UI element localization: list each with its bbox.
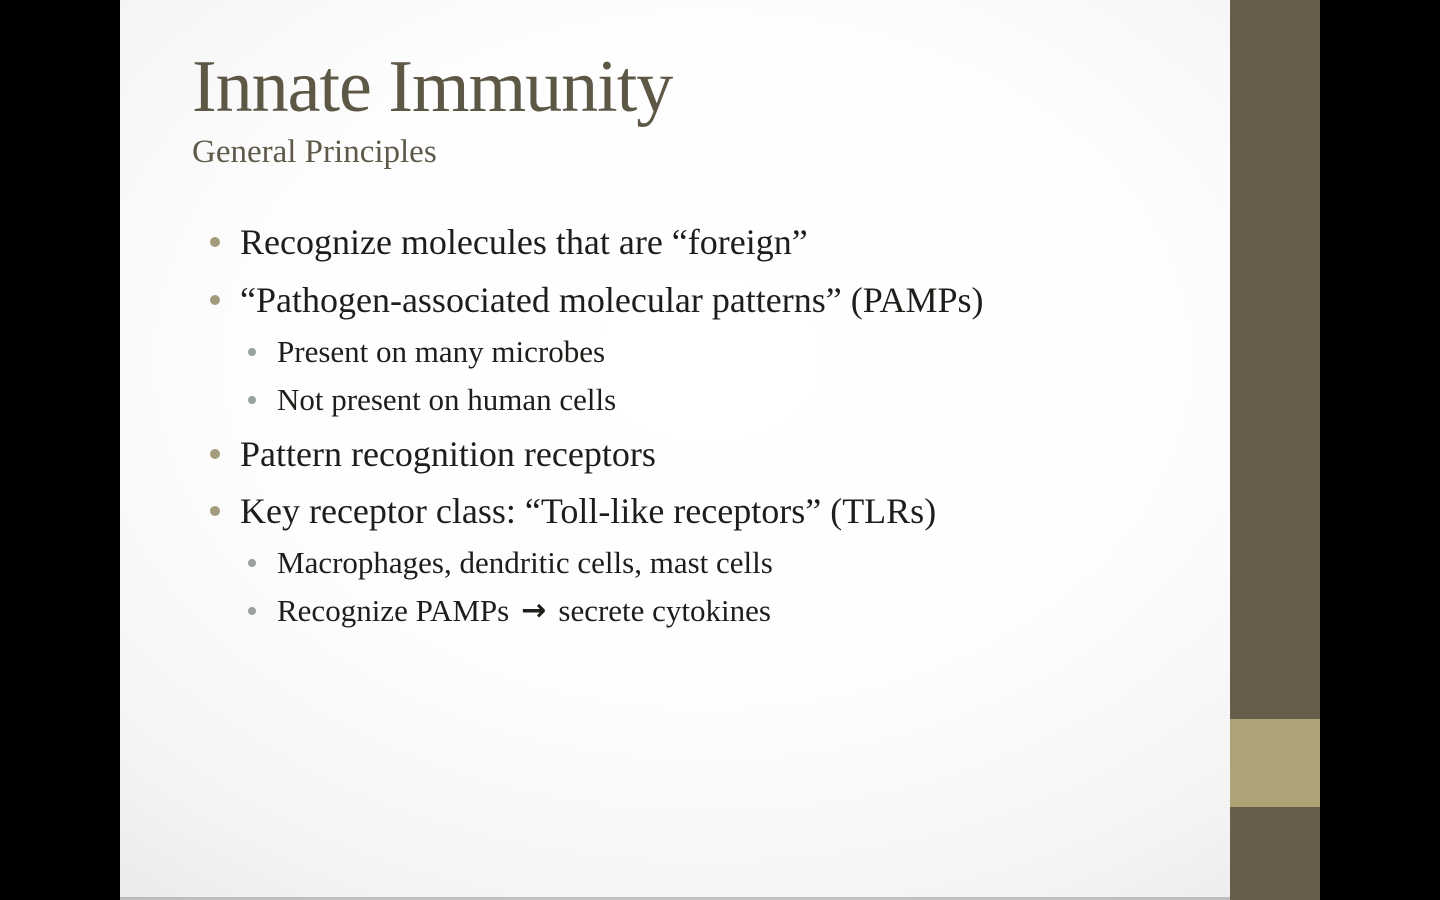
sub-bullet-item [244, 593, 771, 629]
sub-bullet-item [244, 545, 773, 581]
bullet-text: “Pathogen-associated molecular patterns” (PAMPs) [240, 280, 984, 320]
sub-bullet-item [244, 382, 616, 418]
bullet-text: Macrophages, dendritic cells, mast cells [277, 545, 773, 580]
bullet-item [204, 491, 936, 531]
bullet-icon [248, 396, 256, 404]
right-arrow-icon: → [521, 593, 547, 628]
letterbox-left [0, 0, 120, 900]
bullet-text: secrete cytokines [558, 593, 771, 628]
bullet-text: Not present on human cells [277, 382, 617, 417]
bullet-text: Recognize PAMPs [277, 593, 510, 628]
bullet-icon [248, 559, 256, 567]
bullet-text: Key receptor class: “Toll-like receptors” (TLRs) [240, 491, 937, 531]
accent-sidebar-square [1230, 719, 1320, 807]
letterbox-right [1320, 0, 1440, 900]
bullet-item [204, 222, 808, 262]
bullet-item [204, 434, 656, 474]
slide-subtitle: General Principles [192, 134, 437, 170]
sub-bullet-item [244, 334, 605, 370]
bullet-icon [248, 348, 256, 356]
bullet-icon [210, 506, 220, 516]
slide [120, 0, 1230, 900]
slide-title: Innate Immunity [192, 46, 673, 128]
bullet-icon [210, 237, 220, 247]
bullet-text: Present on many microbes [277, 334, 606, 369]
accent-sidebar [1230, 0, 1320, 900]
bullet-icon [210, 449, 220, 459]
bullet-text: Pattern recognition receptors [240, 434, 656, 474]
bullet-icon [248, 607, 256, 615]
bullet-text: Recognize molecules that are “foreign” [240, 222, 808, 262]
bullet-item [204, 280, 983, 320]
bullet-icon [210, 295, 220, 305]
